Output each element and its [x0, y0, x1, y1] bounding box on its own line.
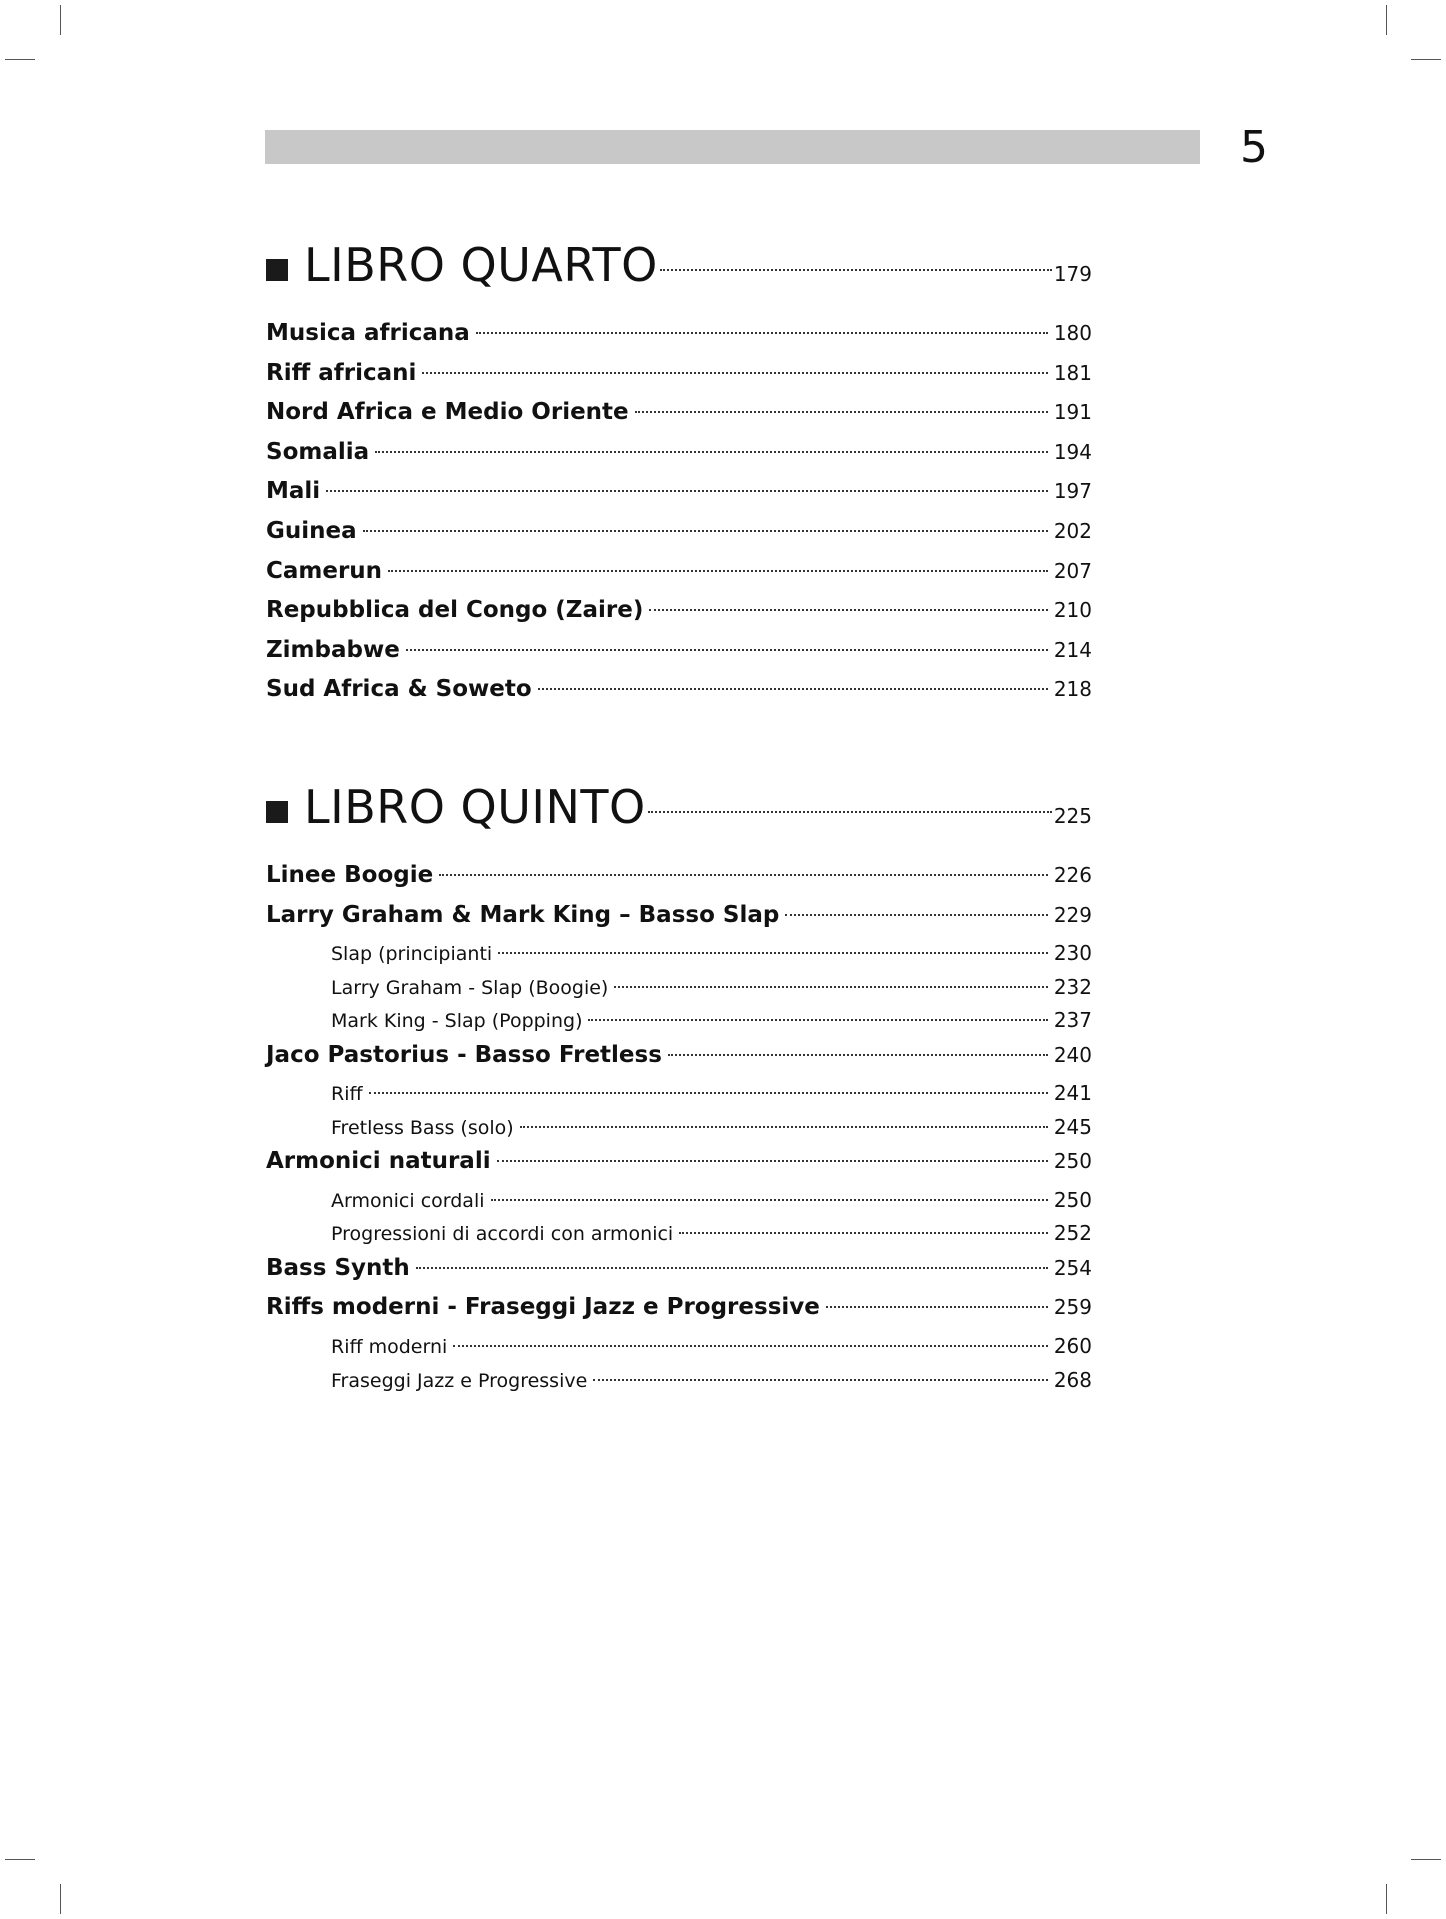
entry-title: Armonici naturali — [266, 1148, 491, 1175]
toc-subentry[interactable] — [266, 1081, 1092, 1115]
toc-entry[interactable] — [266, 676, 1092, 716]
entry-title: Camerun — [266, 557, 383, 584]
entry-title: Somalia — [266, 438, 370, 465]
toc-subentry[interactable] — [266, 1115, 1092, 1149]
entry-title: Riffs moderni - Fraseggi Jazz e Progressive — [266, 1294, 820, 1321]
subentry-title: Riff — [331, 1083, 363, 1106]
toc-entry[interactable] — [266, 558, 1092, 598]
subentry-page: 268 — [1053, 1367, 1092, 1392]
toc-entry[interactable] — [266, 399, 1092, 439]
dot-leader — [538, 688, 1048, 690]
dot-leader — [388, 570, 1048, 572]
entry-page: 180 — [1053, 321, 1092, 345]
entry-page: 226 — [1053, 863, 1092, 887]
crop-mark — [1386, 5, 1387, 35]
dot-leader — [614, 986, 1047, 988]
subentry-title: Mark King - Slap (Popping) — [331, 1010, 583, 1033]
page-number: 5 — [1240, 122, 1268, 173]
dot-leader — [416, 1267, 1048, 1269]
toc-entry[interactable] — [266, 637, 1092, 677]
toc-entry[interactable] — [266, 360, 1092, 400]
toc-subentry[interactable] — [266, 975, 1092, 1009]
entry-page: 254 — [1053, 1255, 1092, 1280]
crop-mark — [60, 5, 61, 35]
dot-leader — [679, 1232, 1048, 1234]
entry-page: 181 — [1053, 360, 1092, 385]
subentry-page: 260 — [1053, 1334, 1092, 1359]
crop-mark — [1386, 1884, 1387, 1914]
crop-mark — [1411, 1859, 1441, 1860]
entry-page: 259 — [1053, 1295, 1092, 1320]
toc-entry[interactable] — [266, 1294, 1092, 1334]
toc-subentry[interactable] — [266, 1368, 1092, 1402]
entry-title: Jaco Pastorius - Basso Fretless — [266, 1041, 662, 1068]
subentry-title: Armonici cordali — [331, 1189, 485, 1212]
entry-title: Musica africana — [266, 320, 470, 346]
toc-entry[interactable] — [266, 1148, 1092, 1188]
square-bullet-icon — [266, 259, 288, 281]
entry-page: 191 — [1053, 400, 1092, 425]
entry-title: Guinea — [266, 517, 357, 544]
dot-leader — [498, 952, 1048, 954]
subentry-title: Larry Graham - Slap (Boogie) — [331, 976, 609, 999]
entry-title: Mali — [266, 478, 321, 505]
dot-leader — [660, 269, 1052, 271]
toc-entry[interactable] — [266, 597, 1092, 637]
entry-page: 240 — [1053, 1042, 1092, 1067]
subentry-page: 237 — [1053, 1008, 1092, 1033]
dot-leader — [453, 1345, 1048, 1347]
toc-entry[interactable] — [266, 439, 1092, 479]
dot-leader — [476, 332, 1048, 334]
entry-page: 229 — [1053, 902, 1092, 927]
dot-leader — [422, 372, 1047, 374]
subentry-page: 241 — [1053, 1081, 1092, 1106]
entry-page: 202 — [1053, 518, 1092, 543]
toc-subentry[interactable] — [266, 941, 1092, 975]
header-band — [265, 130, 1200, 164]
toc-entry[interactable] — [266, 1042, 1092, 1082]
dot-leader — [826, 1306, 1048, 1308]
dot-leader — [593, 1379, 1048, 1381]
toc-subentry[interactable] — [266, 1188, 1092, 1222]
subentry-page: 232 — [1053, 974, 1092, 999]
toc-subentry[interactable] — [266, 1221, 1092, 1255]
dot-leader — [369, 1092, 1048, 1094]
toc-entry[interactable] — [266, 478, 1092, 518]
dot-leader — [520, 1126, 1048, 1128]
subentry-title: Slap (principianti — [331, 943, 493, 966]
subentry-page: 252 — [1053, 1221, 1092, 1246]
crop-mark — [5, 1859, 35, 1860]
toc-part-heading[interactable] — [266, 238, 1092, 308]
dot-leader — [375, 451, 1048, 453]
part-title: LIBRO QUARTO — [304, 238, 658, 292]
subentry-page: 250 — [1053, 1187, 1092, 1212]
entry-page: 207 — [1053, 558, 1092, 583]
toc-entry[interactable] — [266, 320, 1092, 360]
subentry-page: 245 — [1053, 1114, 1092, 1139]
part-page-number: 225 — [1053, 804, 1092, 828]
entry-title: Larry Graham & Mark King – Basso Slap — [266, 901, 780, 928]
subentry-title: Fretless Bass (solo) — [331, 1116, 514, 1139]
entry-title: Sud Africa & Soweto — [266, 676, 532, 703]
crop-mark — [60, 1884, 61, 1914]
dot-leader — [648, 811, 1052, 813]
dot-leader — [406, 649, 1048, 651]
dot-leader — [363, 530, 1048, 532]
part-page-number: 179 — [1053, 262, 1092, 286]
entry-title: Nord Africa e Medio Oriente — [266, 399, 629, 426]
subentry-title: Progressioni di accordi con armonici — [331, 1223, 674, 1246]
subentry-title: Riff moderni — [331, 1336, 448, 1359]
entry-title: Zimbabwe — [266, 636, 400, 663]
entry-page: 214 — [1053, 637, 1092, 662]
subentry-title: Fraseggi Jazz e Progressive — [331, 1369, 588, 1392]
crop-mark — [1411, 59, 1441, 60]
entry-page: 210 — [1053, 598, 1092, 623]
entry-page: 250 — [1053, 1149, 1092, 1174]
toc-subentry[interactable] — [266, 1334, 1092, 1368]
entry-page: 218 — [1053, 677, 1092, 702]
entry-page: 194 — [1053, 439, 1092, 464]
entry-page: 197 — [1053, 479, 1092, 504]
toc-entry[interactable] — [266, 1255, 1092, 1295]
dot-leader — [649, 609, 1047, 611]
dot-leader — [497, 1160, 1048, 1162]
entry-title: Riff africani — [266, 359, 417, 386]
toc-entry[interactable] — [266, 902, 1092, 942]
dot-leader — [635, 411, 1048, 413]
square-bullet-icon — [266, 801, 288, 823]
entry-title: Repubblica del Congo (Zaire) — [266, 597, 644, 624]
entry-title: Linee Boogie — [266, 862, 434, 888]
toc-subentry[interactable] — [266, 1008, 1092, 1042]
dot-leader — [491, 1199, 1048, 1201]
toc-section-libro-quarto — [266, 238, 1092, 716]
dot-leader — [785, 914, 1047, 916]
toc-section-libro-quinto — [266, 780, 1092, 1401]
subentry-page: 230 — [1053, 941, 1092, 966]
dot-leader — [588, 1019, 1047, 1021]
part-title: LIBRO QUINTO — [304, 780, 646, 834]
crop-mark — [5, 59, 35, 60]
toc-entry[interactable] — [266, 518, 1092, 558]
toc-entry[interactable] — [266, 862, 1092, 902]
dot-leader — [326, 490, 1048, 492]
entry-title: Bass Synth — [266, 1254, 410, 1281]
toc-part-heading[interactable] — [266, 780, 1092, 850]
dot-leader — [439, 874, 1048, 876]
dot-leader — [668, 1054, 1048, 1056]
